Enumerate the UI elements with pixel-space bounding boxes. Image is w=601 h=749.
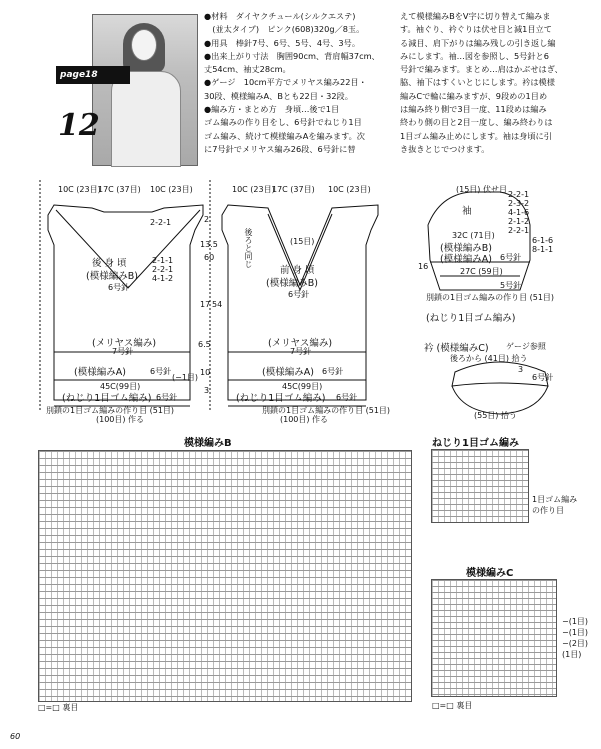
back-pattern-a-needle: 6号針 <box>150 367 172 376</box>
back-pattern-b: (模様編みB) <box>86 271 138 282</box>
sleeve-cast-on: 別鎖の1目ゴム編みの作り目 (51目) <box>426 293 555 302</box>
dim-1: 2 <box>204 215 210 224</box>
sleeve-cuff: 27C (59目) <box>460 267 503 276</box>
pattern-c-notes: −(1目) −(1目) −(2目) (1目) <box>562 617 589 659</box>
back-width-sts: 45C(99目) <box>100 382 141 391</box>
front-stockinette: (メリヤス編み) <box>268 338 333 349</box>
back-top-right: 10C (23目) <box>150 185 193 194</box>
pattern-c-title: 模様編みC <box>466 568 514 579</box>
back-needle-6: 6号針 <box>108 283 130 292</box>
dim-6: 6.5 <box>198 340 211 349</box>
front-piece-name: 前 身 頃 <box>280 265 315 276</box>
pattern-c-chart <box>431 579 557 697</box>
front-width-sts: 45C(99目) <box>282 382 323 391</box>
front-center-note: (15目) <box>290 237 315 246</box>
back-piece-name: 後 身 頃 <box>92 258 127 269</box>
front-needle-7: 7号針 <box>290 347 312 356</box>
sleeve-top-sts: (15目) 伏せ目 <box>456 185 507 194</box>
pattern-b-chart <box>38 450 412 702</box>
back-rib-needle: 6号針 <box>156 393 178 402</box>
pattern-c-legend: □=□ 裏目 <box>432 701 473 710</box>
front-cast-on: 別鎖の1目ゴム編みの作り目 (51目) <box>262 406 391 415</box>
pattern-b-title: 模様編みB <box>184 438 232 449</box>
item-number: 12 <box>58 108 100 143</box>
front-pattern-a: (模様編みA) <box>262 367 314 378</box>
page-number: 60 <box>10 732 21 741</box>
back-rib: (ねじり1目ゴム編み) <box>62 393 152 404</box>
rib-title: ねじり1目ゴム編み <box>432 438 519 449</box>
back-top-left: 10C (23目) <box>58 185 101 194</box>
sleeve-pattern-a: (模様編みA) <box>440 254 492 265</box>
page-reference: page18 <box>56 66 130 84</box>
dim-3: 60 <box>204 253 215 262</box>
front-rib: (ねじり1目ゴム編み) <box>236 393 326 404</box>
dim-4: 17 <box>200 300 211 309</box>
collar-back-pick: 後ろから (41目) 拾う <box>450 354 528 363</box>
front-top-right: 10C (23目) <box>328 185 371 194</box>
back-right-dim: (−1目) <box>172 373 199 382</box>
dim-2: 13.5 <box>200 240 218 249</box>
back-width-cm: (100目) 作る <box>96 415 145 424</box>
front-pattern-a-needle: 6号針 <box>322 367 344 376</box>
front-top-left: 10C (23目) <box>232 185 275 194</box>
sleeve-pattern-b: (模様編みB) <box>440 243 492 254</box>
front-left-note: 後ろと同じ <box>244 228 253 268</box>
back-needle-7: 7号針 <box>112 347 134 356</box>
front-pattern-b: (模様編みB) <box>266 278 318 289</box>
sleeve-rib-needle: 5号針 <box>500 281 522 290</box>
spec-text-right: えて模様編みBをV字に切り替えて編みま す。袖ぐり、衿ぐりは伏せ目と減1目立て る減目、肩下がりは編み残しの引き返し編 みにします。袖…図を参照し、5号針と6 号針で編みます。まとめ…肩はかぶせはぎ、 脇、袖下はすくいとじにします。衿は模様 編みCで輪に編みますが、9段めの1目め は編み終り側で3目一度、11段めは編み 終わり側の目と2目一度し、編み終わりは 1目ゴム編み止めにします。袖は身頃に引 き抜きとじでつけます。 <box>400 11 563 154</box>
sleeve-needle: 6号針 <box>500 253 522 262</box>
collar-depth: 3 <box>518 365 524 374</box>
back-cast-on: 別鎖の1目ゴム編みの作り目 (51目) <box>46 406 175 415</box>
collar-note: ゲージ参照 <box>506 342 546 351</box>
sleeve-name: 袖 <box>462 206 472 217</box>
collar-title: 衿 (模様編みC) <box>424 343 489 354</box>
sleeve-width: 32C (71目) <box>452 231 495 240</box>
collar-front-pick: (55目) 拾う <box>474 411 517 420</box>
spec-text-left: ●材料 ダイヤクチュール(シルクエステ) (並太タイプ) ピンク(608)320g／8玉。 ●用具 棒針7号、6号、5号、4号、3号。 ●出来上がり寸法 胸囲90cm、背肩幅37cm、 丈54cm、袖丈28cm。 ●ゲージ 10cm平方でメリヤス編み22目・ 30段、模様編みA、Bとも22目・32段。 ●編み方・まとめ方 身頃…後で1目 ゴム編みの作り目をし、6号針でねじり1目 ゴム編み、続けて模様編みAを編みます。次 に7号針でメリヤス編み26段、6号針に替 <box>204 11 380 154</box>
rib-note: 1目ゴム編み の作り目 <box>532 495 578 515</box>
front-width-cm: (100目) 作る <box>280 415 329 424</box>
sleeve-side-rule: 6-1-6 8-1-1 <box>532 236 554 254</box>
sleeve-cap-rule: 2-2-1 2-3-2 4-1-6 2-1-2 2-2-1 <box>508 190 530 235</box>
front-top-mid: 17C (37目) <box>272 185 315 194</box>
back-stockinette: (メリヤス編み) <box>92 338 157 349</box>
back-neck-rule: 2-2-1 <box>150 218 172 227</box>
collar-needle: 6号針 <box>532 373 554 382</box>
back-top-mid: 17C (37目) <box>98 185 141 194</box>
dim-8: 3 <box>204 386 210 395</box>
front-needle-6: 6号針 <box>288 290 310 299</box>
pattern-b-legend: □=□ 裏目 <box>38 703 79 712</box>
back-pattern-a: (模様編みA) <box>74 367 126 378</box>
sleeve-left-dim: 16 <box>418 262 429 271</box>
dim-7: 10 <box>200 368 211 377</box>
sleeve-rib: (ねじり1目ゴム編み) <box>426 313 516 324</box>
front-rib-needle: 6号針 <box>336 393 358 402</box>
dim-5: 54 <box>212 300 223 309</box>
back-side-rule: 2-1-1 2-2-1 4-1-2 <box>152 256 174 283</box>
rib-chart <box>431 449 529 523</box>
